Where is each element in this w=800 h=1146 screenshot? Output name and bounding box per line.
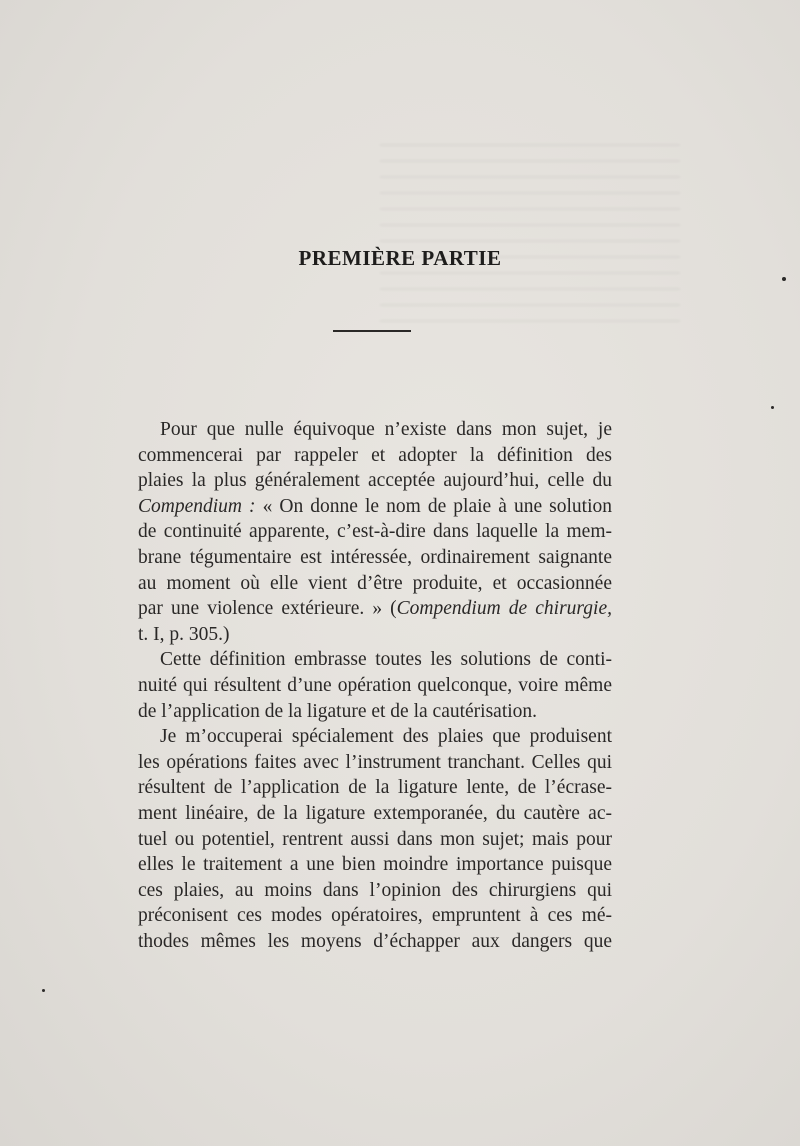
body-text [138,417,612,954]
text-line: Compendium : « On donne le nom de plaie à une solution [138,495,612,517]
ink-speck [771,406,774,409]
text-line: par une violence extérieure. » (Compendium de chirurgie, [138,598,612,620]
text-line: préconisent ces modes opératoires, empruntent à ces mé- [138,905,612,927]
text-line: tuel ou potentiel, rentrent aussi dans mon sujet; mais pour [138,828,612,850]
text-line: commencerai par rappeler et adopter la définition des [138,444,612,466]
text-line: ment linéaire, de la ligature extemporanée, du cautère ac- [138,802,612,824]
part-heading: PREMIÈRE PARTIE [298,246,502,270]
bleed-through-shadow [380,130,680,330]
text-line: brane tégumentaire est intéressée, ordinairement saignante [138,546,612,568]
text-line: Cette définition embrasse toutes les solutions de conti- [160,649,612,671]
ink-speck [42,989,45,992]
text-line: de l’application de la ligature et de la cautérisation. [138,700,538,722]
heading-rule [333,330,411,332]
text-line: Pour que nulle équivoque n’existe dans mon sujet, je [160,419,612,440]
text-line: au moment où elle vient d’être produite, et occasionnée [138,572,612,594]
text-line: Je m’occuperai spécialement des plaies que produisent [160,726,612,748]
text-line: ces plaies, au moins dans l’opinion des chirurgiens qui [138,879,612,901]
text-line: plaies la plus généralement acceptée aujourd’hui, celle du [138,470,612,492]
text-line: thodes mêmes les moyens d’échapper aux dangers que [138,930,612,952]
text-line: résultent de l’application de la ligature lente, de l’écrase- [138,777,612,799]
text-line: nuité qui résultent d’une opération quelconque, voire même [138,674,612,696]
ink-speck [782,277,786,281]
text-line: les opérations faites avec l’instrument tranchant. Celles qui [138,751,612,773]
text-line: elles le traitement a une bien moindre importance puisque [138,854,612,876]
text-line: t. I, p. 305.) [138,623,230,645]
text-line: de continuité apparente, c’est-à-dire dans laquelle la mem- [138,521,612,543]
